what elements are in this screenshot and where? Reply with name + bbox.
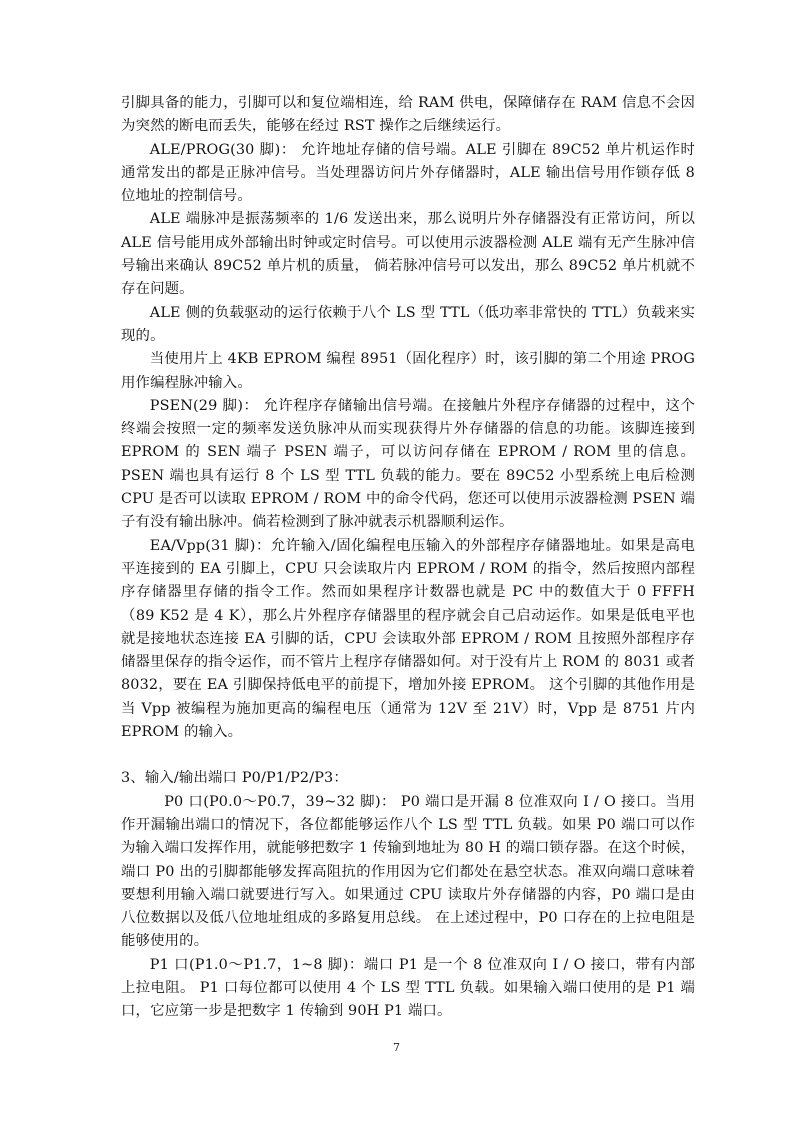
section-heading-io-ports: 3、输入/输出端口 P0/P1/P2/P3： [121,770,348,787]
section-spacer [121,744,695,767]
paragraph-ea-vpp: EA/Vpp(31 脚)：允许输入/固化编程电压输入的外部程序存储器地址。如果是高电平连接到的 EA 引脚上，CPU 只会读取片内 EPROM / ROM 的指令，然后按照内部程序存储器里存储的指令工作。然而如果程序计数器也就是 PC 中的数值大于 0 FFFH（89 K52 是 4 K），那么片外程序存储器里的程序就会自己启动运作。如果是低电平也就是接地状态连接 EA 引脚的话，CPU 会读取外部 EPROM / ROM 且按照外部程序存储器里保存的指令运作，而不管片上程序存储器如何。对于没有片上 ROM 的 8031 或者 8032，要在 EA 引脚保持低电平的前提下，增加外接 EPROM。 这个引脚的其他作用是当 Vpp 被编程为施加更高的编程电压（通常为 12V 至 21V）时，Vpp 是 8751 片内 EPROM 的输入。 [121,537,695,741]
page-number: 7 [393,1041,400,1054]
paragraph-ale-load: ALE 侧的负载驱动的运行依赖于八个 LS 型 TTL（低功率非常快的 TTL）负载来实现的。 [121,304,695,344]
paragraph-p0-port: P0 口(P0.0～P0.7，39~32 脚)： P0 端口是开漏 8 位准双向 I / O 接口。当用作开漏输出端口的情况下，各位都能够运作八个 LS 型 TTL 负载。如果 P0 端口可以作为输入端口发挥作用，就能够把数字 1 传输到地址为 80 H 的端口锁存器。在这个时候，端口 P0 出的引脚都能够发挥高阻抗的作用因为它们都处在悬空状态。准双向端口意味着要想利用输入端口就要进行写入。如果通过 CPU 读取片外存储器的内容，P0 端口是由八位数据以及低八位地址组成的多路复用总线。 在上述过程中，P0 口存在的上拉电阻是能够使用的。 [121,793,695,950]
document-body [121,92,695,1024]
paragraph-psen: PSEN(29 脚)： 允许程序存储输出信号端。在接触片外程序存储器的过程中，这个终端会按照一定的频率发送负脉冲从而实现获得片外存储器的信息的功能。该脚连接到 EPROM 的 SEN 端子 PSEN 端子，可以访问存储在 EPROM / ROM 里的信息。 PSEN 端也具有运行 8 个 LS 型 TTL 负载的能力。要在 89C52 小型系统上电后检测 CPU 是否可以读取 EPROM / ROM 中的命令代码，您还可以使用示波器检测 PSEN 端子有没有输出脉冲。倘若检测到了脉冲就表示机器顺利运作。 [121,397,695,531]
paragraph-eprom-programming: 当使用片上 4KB EPROM 编程 8951（固化程序）时，该引脚的第二个用途 PROG 用作编程脉冲输入。 [121,351,695,391]
paragraph-ale-prog: ALE/PROG(30 脚)： 允许地址存储的信号端。ALE 引脚在 89C52 单片机运作时通常发出的都是正脉冲信号。当处理器访问片外存储器时，ALE 输出信号用作锁存低 8 位地址的控制信号。 [121,141,695,205]
paragraph-ale-pulse: ALE 端脉冲是振荡频率的 1/6 发送出来，那么说明片外存储器没有正常访问，所以 ALE 信号能用成外部输出时钟或定时信号。可以使用示波器检测 ALE 端有无产生脉冲信号输出来确认 89C52 单片机的质量， 倘若脉冲信号可以发出，那么 89C52 单片机就不存在问题。 [121,211,695,298]
paragraph-p1-port: P1 口(P1.0～P1.7，1~8 脚)：端口 P1 是一个 8 位准双向 I / O 接口，带有内部上拉电阻。 P1 口每位都可以使用 4 个 LS 型 TTL 负载。如果输入端口使用的是 P1 端口，它应第一步是把数字 1 传输到 90H P1 端口。 [121,956,695,1020]
paragraph-rst-continuation: 引脚具备的能力，引脚可以和复位端相连，给 RAM 供电，保障储存在 RAM 信息不会因为突然的断电而丢失，能够在经过 RST 操作之后继续运行。 [121,95,695,135]
